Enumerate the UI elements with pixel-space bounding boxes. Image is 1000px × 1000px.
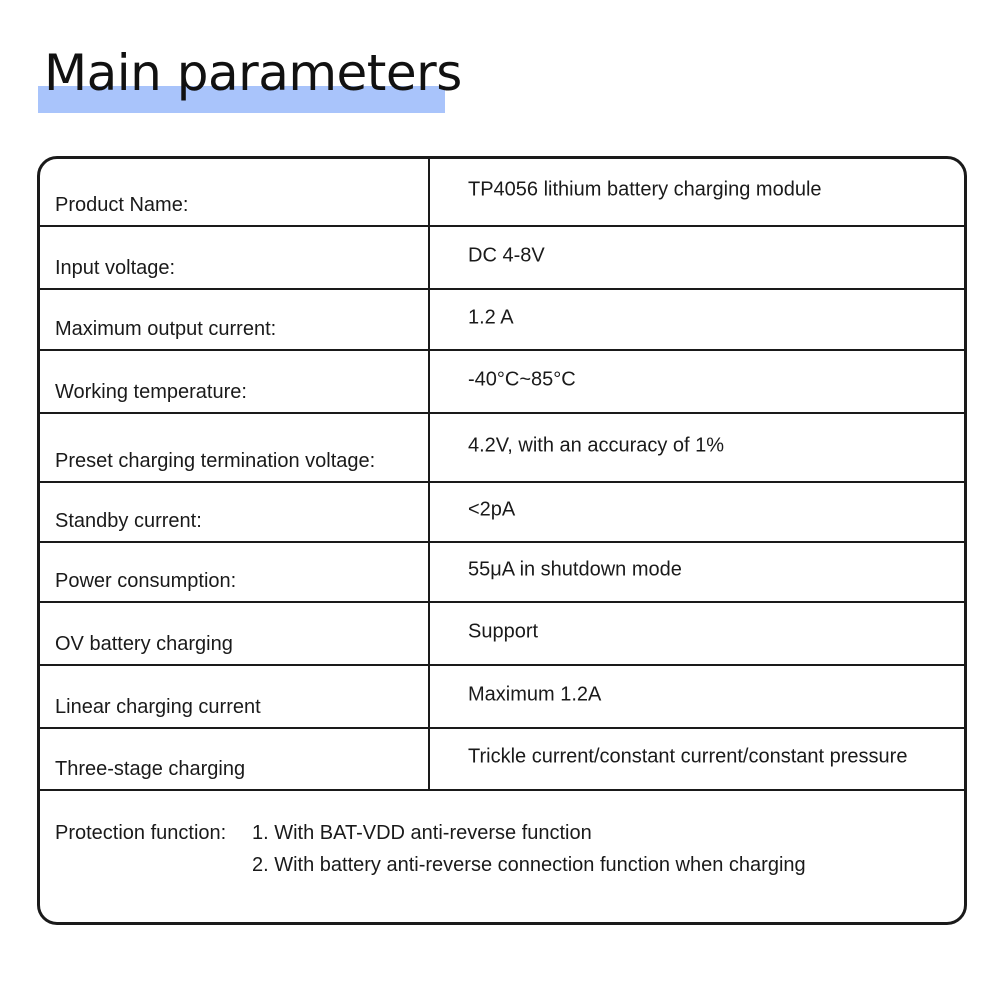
protection-label: Protection function: (55, 822, 227, 844)
protection-item: 2. With battery anti-reverse connection function when charging (252, 854, 806, 876)
parameters-table (37, 156, 967, 925)
param-label: Standby current: (55, 510, 202, 532)
param-value: Maximum 1.2A (468, 683, 602, 706)
param-value: 4.2V, with an accuracy of 1% (468, 434, 725, 457)
param-value: DC 4-8V (468, 244, 545, 267)
param-label: Three-stage charging (55, 758, 246, 780)
param-label: OV battery charging (55, 633, 233, 655)
table-row (40, 603, 964, 666)
page-title: Main parameters (44, 44, 462, 102)
table-row (40, 351, 964, 414)
table-row (40, 159, 964, 227)
param-label: Product Name: (55, 194, 189, 216)
param-label: Maximum output current: (55, 318, 277, 340)
param-value: 1.2 A (468, 306, 514, 329)
table-row (40, 483, 964, 543)
param-value: <2pA (468, 498, 516, 521)
param-value: Trickle current/constant current/constant pressure (468, 745, 908, 768)
param-label: Preset charging termination voltage: (55, 450, 376, 472)
param-value: TP4056 lithium battery charging module (468, 178, 822, 201)
column-divider (428, 159, 430, 789)
param-label: Power consumption: (55, 570, 237, 592)
param-value: Support (468, 620, 539, 643)
param-label: Linear charging current (55, 696, 261, 718)
table-row (40, 729, 964, 791)
table-row (40, 666, 964, 729)
protection-item: 1. With BAT-VDD anti-reverse function (252, 822, 592, 844)
table-row (40, 543, 964, 603)
param-value: 55μA in shutdown mode (468, 558, 682, 581)
protection-list (252, 817, 806, 881)
table-row (40, 227, 964, 290)
param-label: Input voltage: (55, 257, 176, 279)
param-label: Working temperature: (55, 381, 247, 403)
table-row (40, 414, 964, 483)
param-value: -40°C~85°C (468, 368, 576, 391)
table-row (40, 290, 964, 351)
